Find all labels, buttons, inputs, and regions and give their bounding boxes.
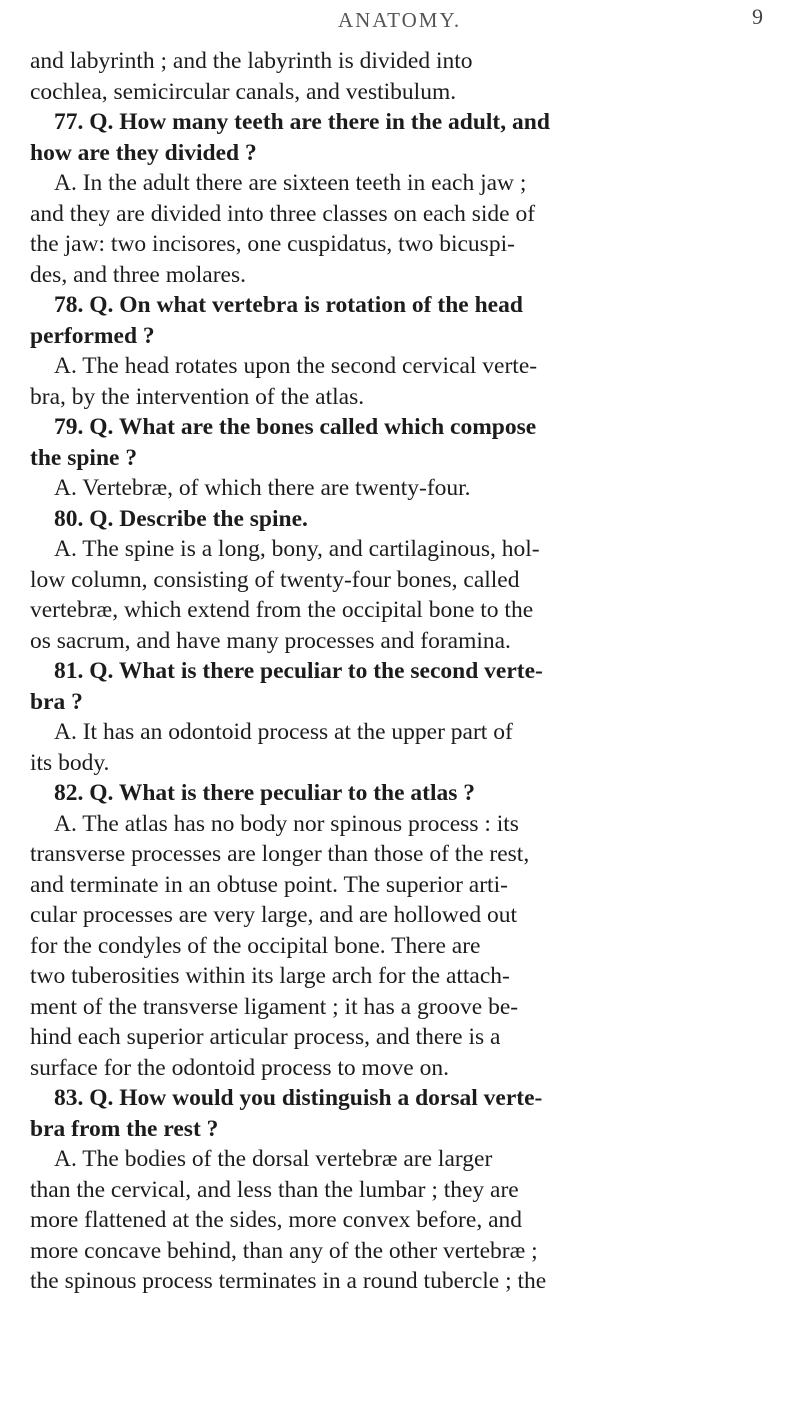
question-line: 78. Q. On what vertebra is rotation of the head (54, 292, 523, 318)
answer-line: more concave behind, than any of the other vertebræ ; (30, 1237, 538, 1264)
question-line: 82. Q. What is there peculiar to the atlas ? (54, 780, 476, 806)
answer-line: os sacrum, and have many processes and foramina. (30, 627, 511, 654)
answer-line: hind each superior articular process, and there is a (30, 1024, 501, 1050)
answer-line: low column, consisting of twenty-four bones, called (30, 566, 520, 593)
answer-line: A. Vertebræ, of which there are twenty-four. (54, 475, 471, 501)
answer-line: A. The head rotates upon the second cervical verte- (54, 353, 538, 379)
answer-line: the spinous process terminates in a round tubercle ; the (30, 1268, 547, 1294)
answer-line: A. The atlas has no body nor spinous process : its (54, 810, 519, 837)
answer-line: cochlea, semicircular canals, and vestibulum. (30, 78, 457, 105)
answer-line: ment of the transverse ligament ; it has a groove be- (30, 993, 519, 1020)
answer-line: bra, by the intervention of the atlas. (30, 383, 365, 410)
answer-line: cular processes are very large, and are hollowed out (30, 902, 517, 928)
question-line: bra ? (30, 688, 83, 715)
question-line: 83. Q. How would you distinguish a dorsal verte- (54, 1085, 543, 1111)
answer-line: its body. (30, 749, 110, 776)
answer-line: two tuberosities within its large arch for the attach- (30, 963, 510, 989)
answer-line: A. The bodies of the dorsal vertebræ are larger (54, 1146, 493, 1172)
running-title: ANATOMY. (338, 8, 462, 32)
running-head (0, 2, 800, 36)
answer-line: des, and three molares. (30, 261, 246, 288)
answer-line: the jaw: two incisores, one cuspidatus, two bicuspi- (30, 231, 515, 257)
answer-line: for the condyles of the occipital bone. There are (30, 932, 481, 959)
text-body (30, 46, 790, 1297)
question-line: 80. Q. Describe the spine. (54, 505, 308, 532)
answer-line: A. The spine is a long, bony, and cartilaginous, hol- (54, 536, 540, 562)
answer-line: and labyrinth ; and the labyrinth is divided into (30, 48, 473, 74)
answer-line: surface for the odontoid process to move on. (30, 1054, 449, 1081)
answer-line: more flattened at the sides, more convex before, and (30, 1207, 522, 1233)
question-line: 79. Q. What are the bones called which compose (54, 414, 537, 440)
answer-line: transverse processes are longer than those of the rest, (30, 841, 530, 867)
answer-line: than the cervical, and less than the lumbar ; they are (30, 1176, 519, 1203)
answer-line: and they are divided into three classes on each side of (30, 200, 536, 227)
question-line: performed ? (30, 322, 155, 349)
question-line: how are they divided ? (30, 139, 257, 166)
answer-line: A. In the adult there are sixteen teeth in each jaw ; (54, 170, 527, 196)
answer-line: and terminate in an obtuse point. The superior arti- (30, 871, 508, 898)
answer-line: A. It has an odontoid process at the upper part of (54, 719, 513, 745)
question-line: 81. Q. What is there peculiar to the second verte- (54, 658, 543, 684)
question-line: 77. Q. How many teeth are there in the adult, and (54, 109, 550, 135)
question-line: the spine ? (30, 444, 138, 471)
page-number: 9 (752, 4, 763, 29)
answer-line: vertebræ, which extend from the occipital bone to the (30, 597, 534, 623)
question-line: bra from the rest ? (30, 1115, 219, 1142)
